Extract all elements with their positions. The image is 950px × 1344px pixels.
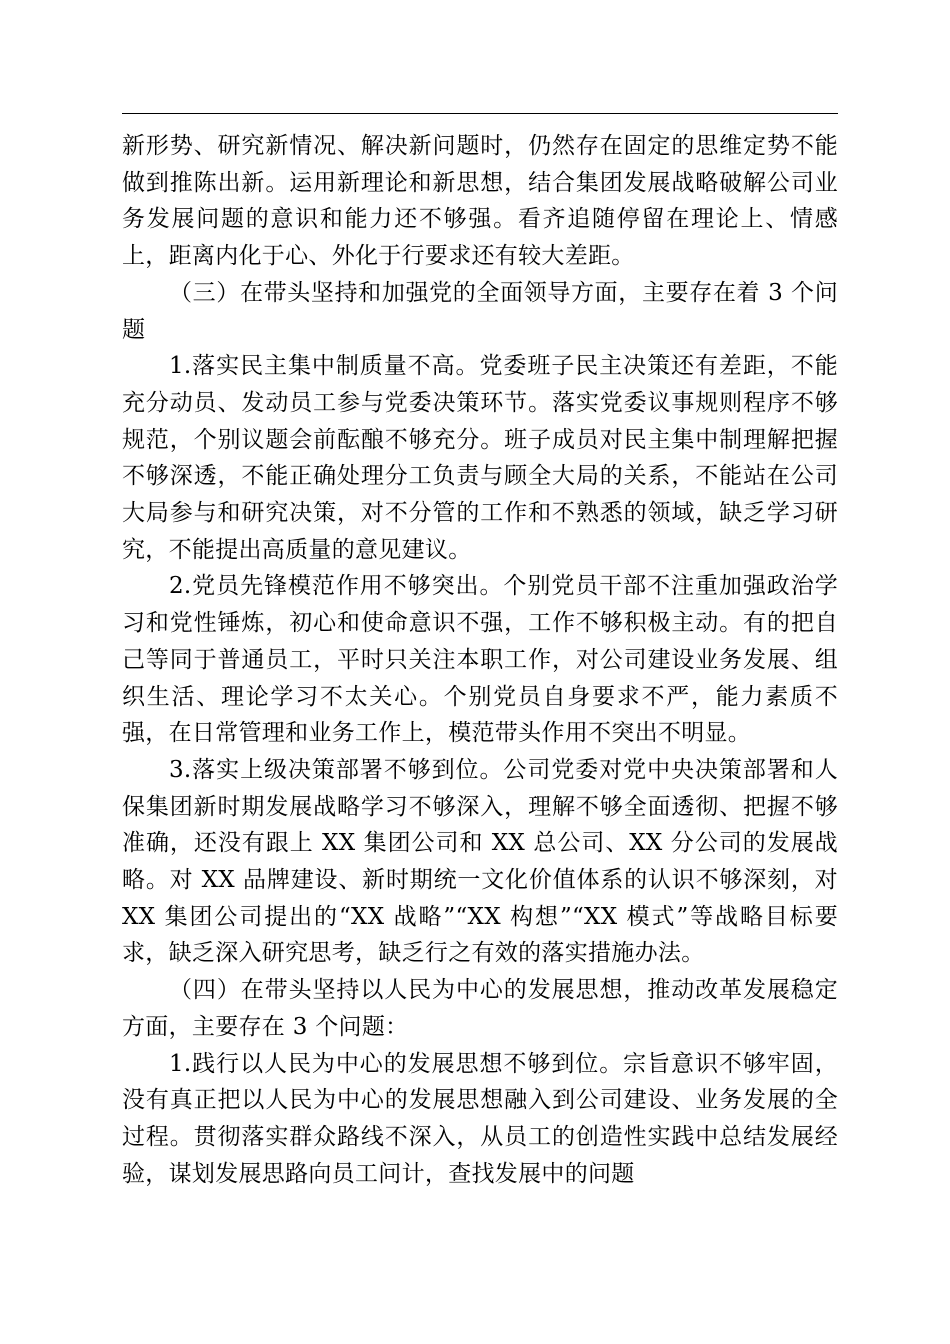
paragraph-item-democratic-centralism: 1.落实民主集中制质量不高。党委班子民主决策还有差距，不能充分动员、发动员工参与党委决策环节。落实党委议事规则程序不够规范，个别议题会前酝酿不够充分。班子成员对民主集中制理解把握不够深透，不能正确处理分工负责与顾全大局的关系，不能站在公司大局参与和研究决策，对不分管的工作和不熟悉的领域，缺乏学习研究，不能提出高质量的意见建议。	[122, 353, 838, 563]
paragraph-continuation: 新形势、研究新情况、解决新问题时，仍然存在固定的思维定势不能做到推陈出新。运用新理论和新思想，结合集团发展战略破解公司业务发展问题的意识和能力还不够强。看齐追随停留在理论上、情感上，距离内化于心、外化于行要求还有较大差距。	[122, 133, 838, 270]
paragraph-item-party-member-role: 2.党员先锋模范作用不够突出。个别党员干部不注重加强政治学习和党性锤炼，初心和使命意识不强，工作不够积极主动。有的把自己等同于普通员工，平时只关注本职工作，对公司建设业务发展、组织生活、理论学习不太关心。个别党员自身要求不严，能力素质不强，在日常管理和业务工作上，模范带头作用不突出不明显。	[122, 573, 838, 747]
paragraph-item-implement-decisions: 3.落实上级决策部署不够到位。公司党委对党中央决策部署和人保集团新时期发展战略学习不够深入，理解不够全面透彻、把握不够准确，还没有跟上 XX 集团公司和 XX 总公司、XX 分公司的发展战略。对 XX 品牌建设、新时期统一文化价值体系的认识不够深刻，对 XX 集团公司提出的“XX 战略”“XX 构想”“XX 模式”等战略目标要求，缺乏深入研究思考，缺乏行之有效的落实措施办法。	[122, 756, 838, 967]
section-heading-four: （四）在带头坚持以人民为中心的发展思想，推动改革发展稳定方面，主要存在 3 个问题：	[122, 977, 838, 1040]
paragraph-item-people-centered: 1.践行以人民为中心的发展思想不够到位。宗旨意识不够牢固，没有真正把以人民为中心的发展思想融入到公司建设、业务发展的全过程。贯彻落实群众路线不深入，从员工的创造性实践中总结发展经验，谋划发展思路向员工问计，查找发展中的问题	[122, 1050, 838, 1187]
header-rule	[122, 113, 838, 114]
document-body	[122, 128, 838, 1192]
section-heading-three: （三）在带头坚持和加强党的全面领导方面，主要存在着 3 个问题	[122, 279, 838, 343]
